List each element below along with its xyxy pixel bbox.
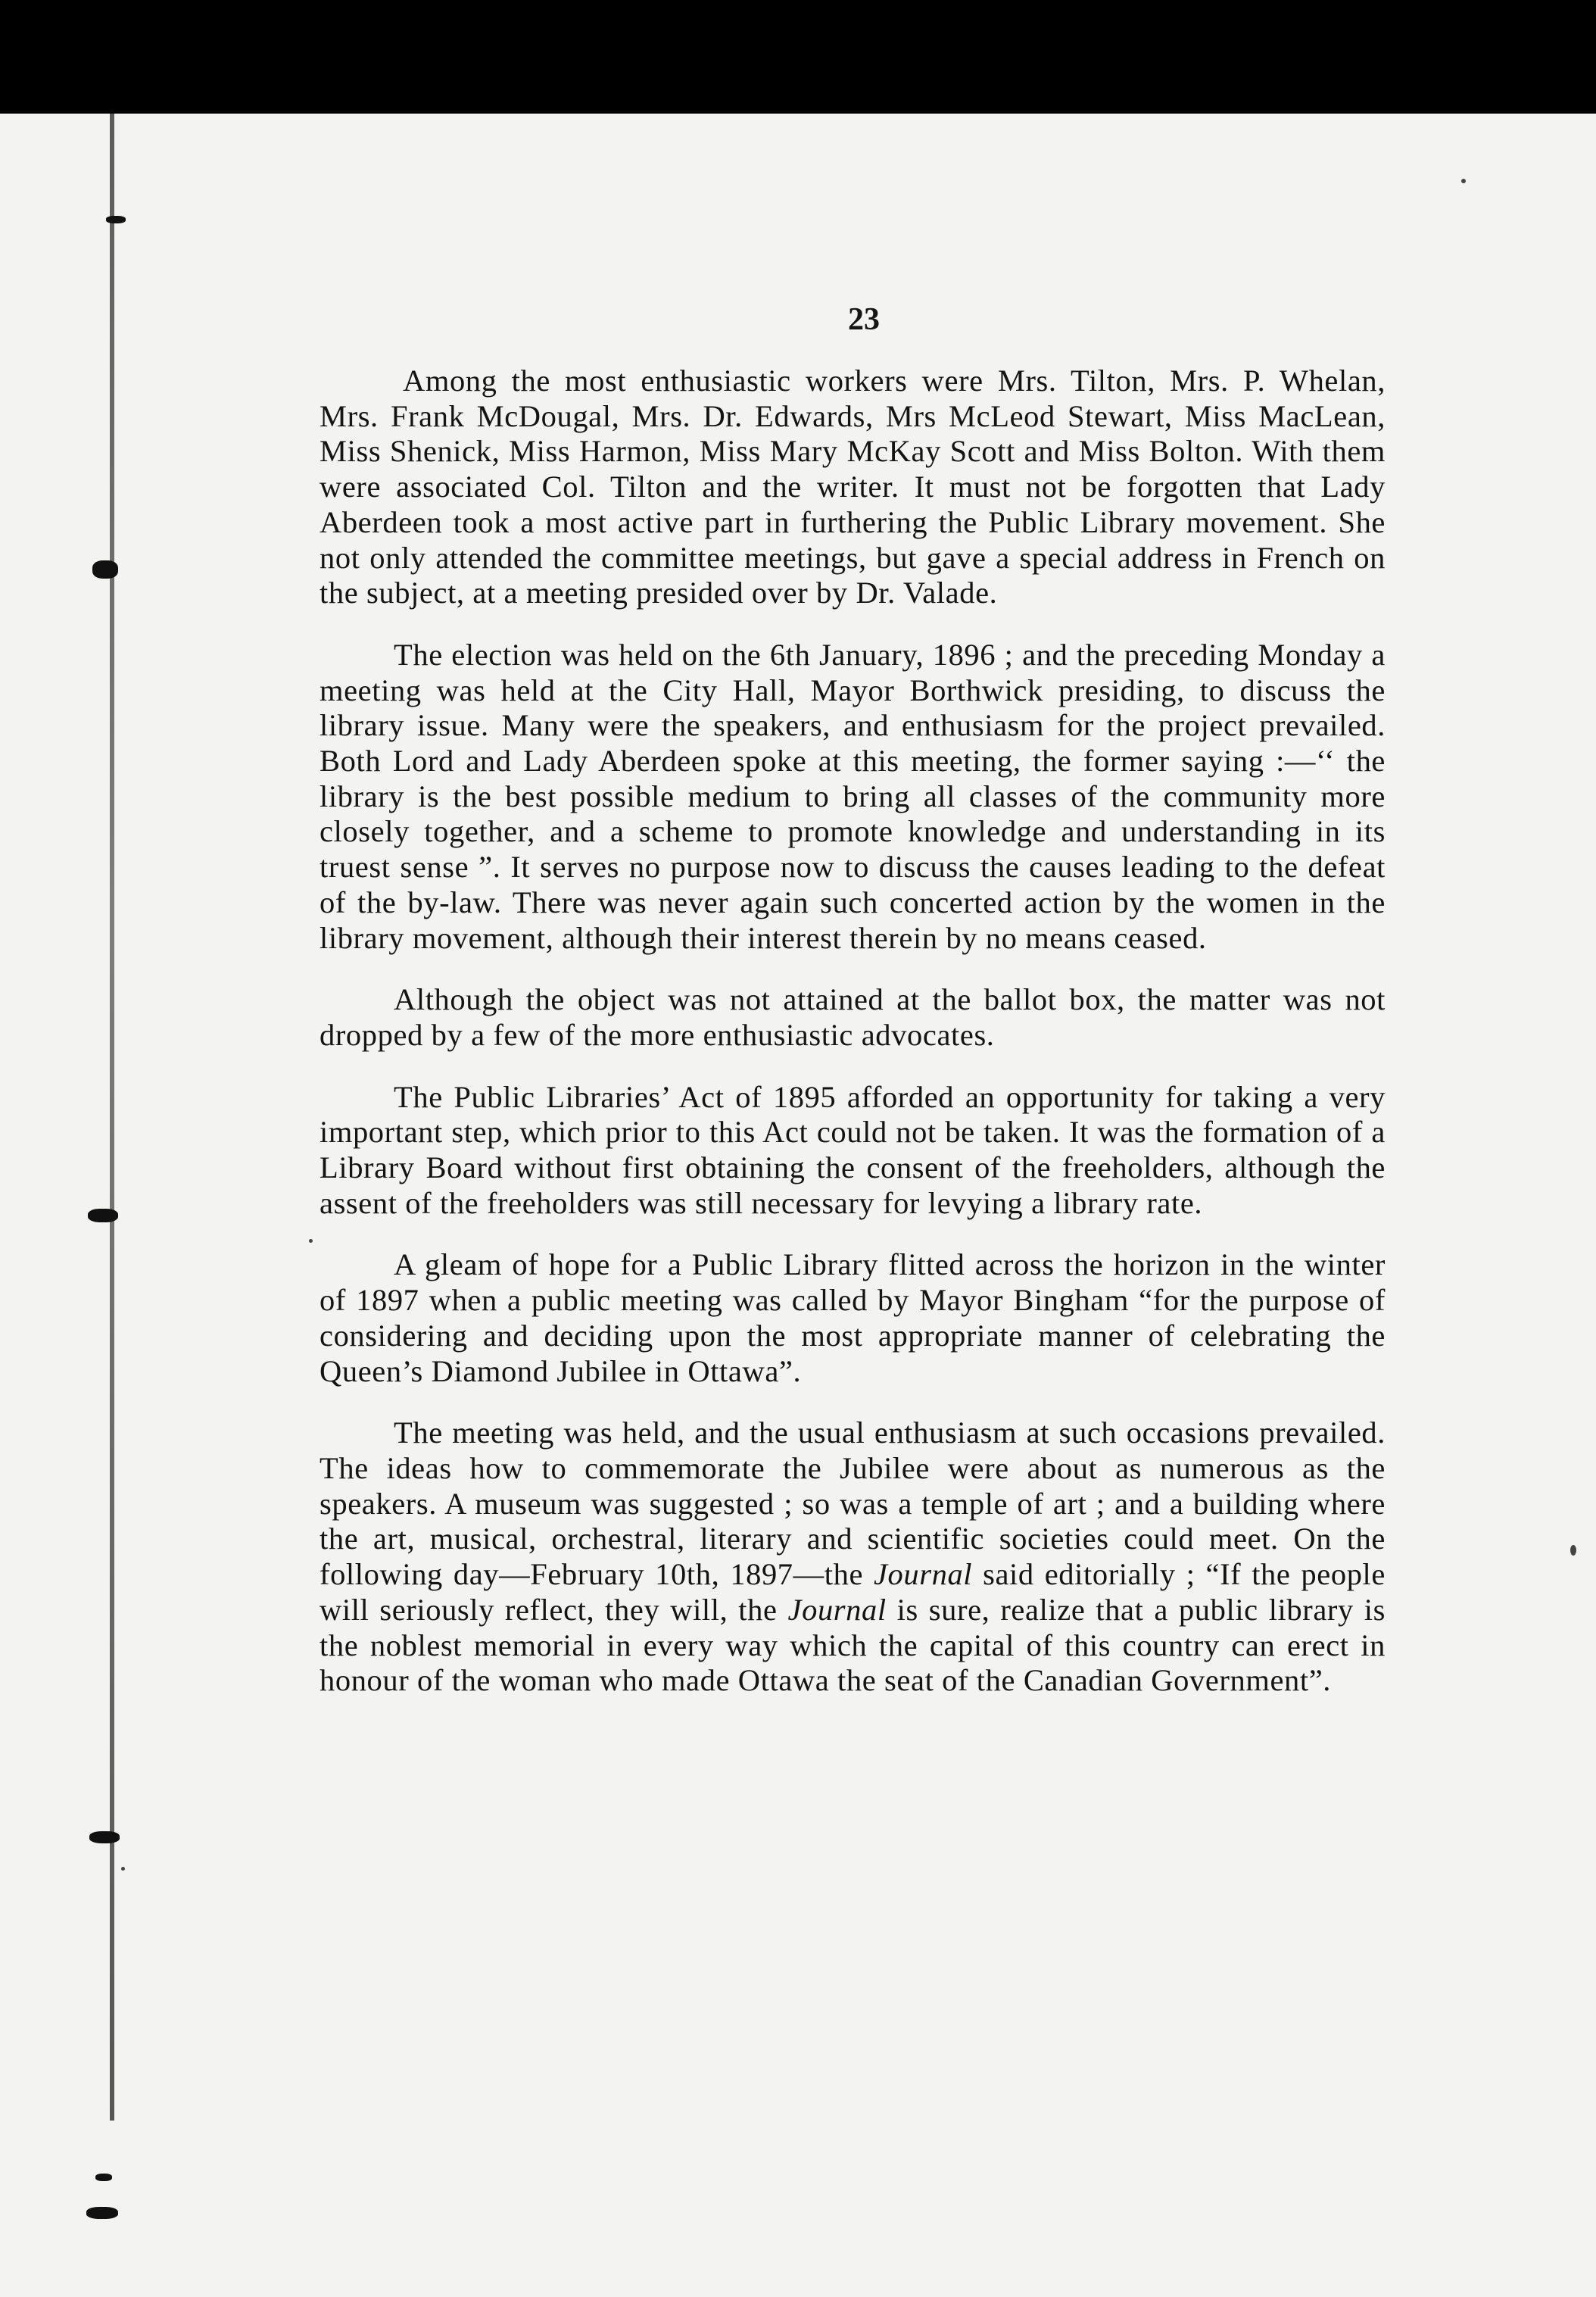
gutter-mark-5 [86, 2207, 118, 2219]
margin-speck-3 [309, 1239, 313, 1243]
margin-speck-2 [1570, 1545, 1576, 1556]
body-text [320, 364, 1386, 1725]
paragraph-6-part-2: said editorially ; “If the people will seriously reflect, they will, the [320, 1557, 1386, 1627]
paragraph-6-part-3: is sure, realize that a public library is the noblest memorial in every way which the capital of this country can erect in honour of the woman who made Ottawa the seat of the Canadian Government”. [320, 1592, 1386, 1698]
gutter-mark-top [106, 216, 126, 223]
gutter-mark-3 [89, 1831, 120, 1843]
paragraph-1: Among the most enthusiastic workers were Mrs. Tilton, Mrs. P. Whelan, Mrs. Frank McDougal, Mrs. Dr. Edwards, Mrs McLeod Stewart, Miss MacLean, Miss Shenick, Miss Harmon, Miss Mary McKay Scott and Miss Bolton. With them were associated Col. Tilton and the writer. It must not be forgotten that Lady Aberdeen took a most active part in furthering the Public Library movement. She not only attended the committee meetings, but gave a special address in French on the subject, at a meeting presided over by Dr. Valade. [320, 364, 1386, 610]
paragraph-2: The election was held on the 6th January, 1896 ; and the preceding Monday a meeting was held at the City Hall, Mayor Borthwick presiding, to discuss the library issue. Many were the speakers, and enthusiasm for the project prevailed. Both Lord and Lady Aberdeen spoke at this meeting, the former saying :—‘‘ the library is the best possible medium to bring all classes of the community more closely together, and a scheme to promote knowledge and understanding in its truest sense ”. It serves no purpose now to discuss the causes leading to the defeat of the by-law. There was never again such concerted action by the women in the library movement, although their interest therein by no means ceased. [320, 637, 1386, 955]
gutter-mark-1 [92, 560, 118, 579]
gutter-mark-2 [88, 1209, 118, 1222]
margin-speck-4 [121, 1867, 125, 1871]
binding-edge-line [110, 114, 114, 2121]
paragraph-6 [320, 1415, 1386, 1699]
paragraph-5: A gleam of hope for a Public Library flitted across the horizon in the winter of 1897 when a public meeting was called by Mayor Bingham “for the purpose of considering and deciding upon the most appropriate manner of celebrating the Queen’s Diamond Jubilee in Ottawa”. [320, 1247, 1386, 1388]
gutter-mark-4 [95, 2174, 112, 2181]
page-number: 23 [848, 302, 880, 337]
paragraph-3: Although the object was not attained at the ballot box, the matter was not dropped by a few of the more enthusiastic advocates. [320, 982, 1386, 1052]
paragraph-6-part-1: The meeting was held, and the usual enthusiasm at such occasions prevailed. The ideas how to commemorate the Jubilee were about as numerous as the speakers. A museum was suggested ; so was a temple of art ; and a building where the art, musical, orchestral, literary and scientific societies could meet. On the following day—February 10th, 1897—the [320, 1415, 1386, 1592]
journal-title-2: Journal [787, 1592, 887, 1627]
paragraph-4: The Public Libraries’ Act of 1895 afforded an opportunity for taking a very important step, which prior to this Act could not be taken. It was the formation of a Library Board without first obtaining the consent of the freeholders, although the assent of the freeholders was still necessary for levying a library rate. [320, 1079, 1386, 1220]
margin-speck-1 [1461, 179, 1466, 183]
journal-title-1: Journal [873, 1557, 973, 1592]
